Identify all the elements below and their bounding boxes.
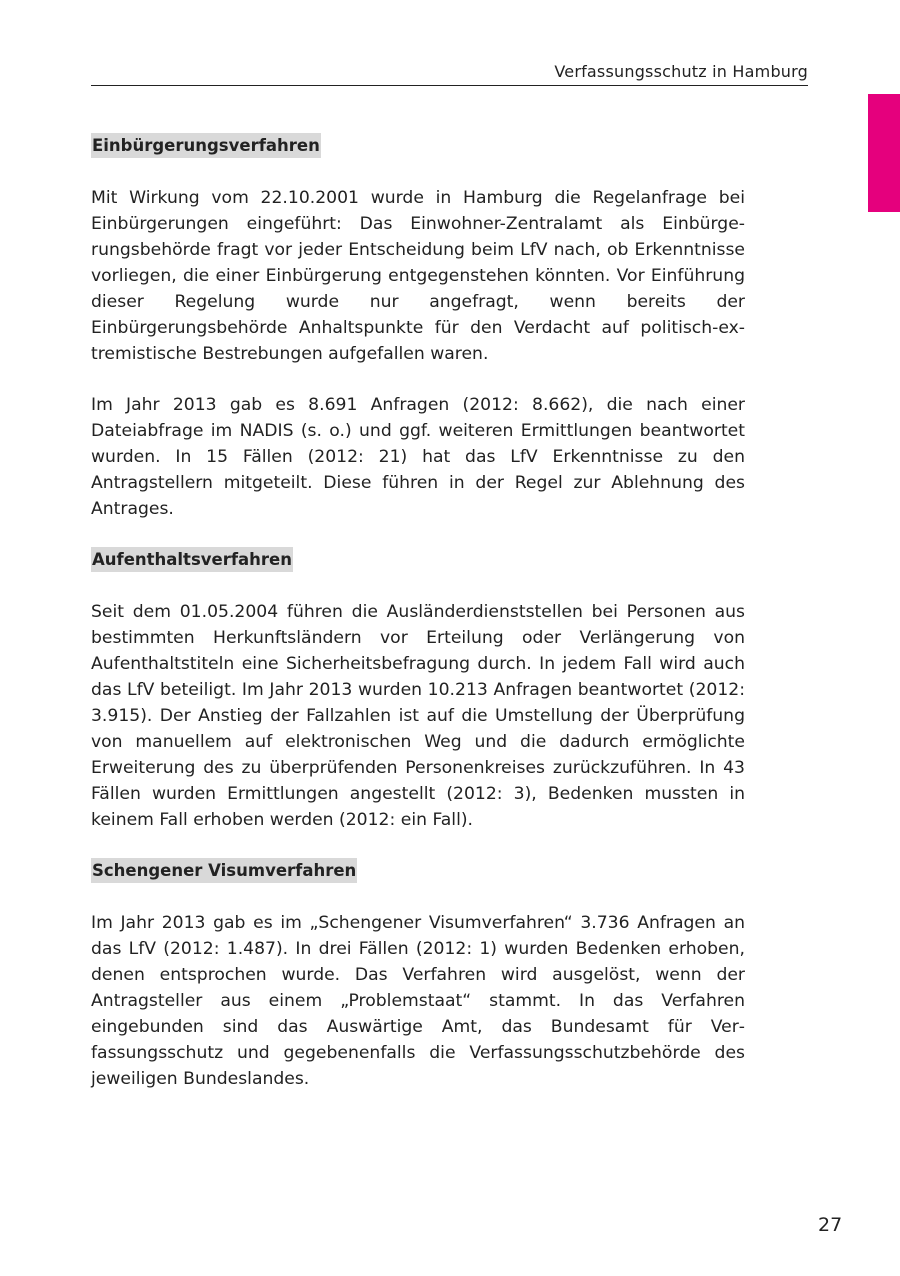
page-body xyxy=(91,133,745,1092)
running-header-title: Verfassungsschutz in Hamburg xyxy=(554,62,808,81)
chapter-tab-marker xyxy=(868,94,900,212)
section-heading-aufenthalt: Aufenthaltsverfahren xyxy=(91,547,293,572)
section-heading-einbuergerung: Einbürgerungsverfahren xyxy=(91,133,321,158)
paragraph-einbuergerung-2: Im Jahr 2013 gab es 8.691 Anfragen (2012: 8.662), die nach einer Dateiabfrage im NADIS (s. o.) und ggf. weiteren Ermittlungen beantwortet wurden. In 15 Fällen (2012: 21) hat das LfV Erkenntnisse zu den Antragstellern mitgeteilt. Diese führen in der Regel zur Ablehnung des Antrages. xyxy=(91,395,745,519)
paragraph-einbuergerung-1: Mit Wirkung vom 22.10.2001 wurde in Hamburg die Regelanfrage bei Einbürgerungen eingeführt: Das Einwohner-Zentralamt als Einbürgerungsbehörde fragt vor jeder Entscheidung beim LfV nach, ob Erkenntnisse vorliegen, die einer Einbürgerung entgegenstehen könnten. Vor Einführung dieser Regelung wurde nur angefragt, wenn bereits der Einbürgerungsbehörde Anhaltspunkte für den Verdacht auf politisch-extremistische Bestrebungen aufgefallen waren. xyxy=(91,188,745,364)
paragraph-schengen-1: Im Jahr 2013 gab es im „Schengener Visumverfahren“ 3.736 Anfragen an das LfV (2012: 1.487). In drei Fällen (2012: 1) wurden Bedenken erhoben, denen entsprochen wurde. Das Verfahren wird ausgelöst, wenn der Antragsteller aus einem „Problemstaat“ stammt. In das Verfahren eingebunden sind das Auswärtige Amt, das Bundesamt für Verfassungsschutz und gegebenenfalls die Verfassungsschutzbehörde des jeweiligen Bundeslandes. xyxy=(91,913,745,1089)
running-header xyxy=(91,60,808,86)
section-heading-schengen: Schengener Visumverfahren xyxy=(91,858,357,883)
page-number: 27 xyxy=(818,1214,843,1236)
paragraph-aufenthalt-1: Seit dem 01.05.2004 führen die Ausländerdienststellen bei Personen aus bestimmten Herkunftsländern vor Erteilung oder Verlängerung von Aufenthaltstiteln eine Sicherheitsbefragung durch. In jedem Fall wird auch das LfV beteiligt. Im Jahr 2013 wurden 10.213 Anfragen beantwortet (2012: 3.915). Der Anstieg der Fallzahlen ist auf die Umstellung der Überprüfung von manuellem auf elektronischen Weg und die dadurch ermöglichte Erweiterung des zu überprüfenden Personenkreises zurückzuführen. In 43 Fällen wurden Ermittlungen angestellt (2012: 3), Bedenken mussten in keinem Fall erhoben werden (2012: ein Fall). xyxy=(91,602,745,830)
